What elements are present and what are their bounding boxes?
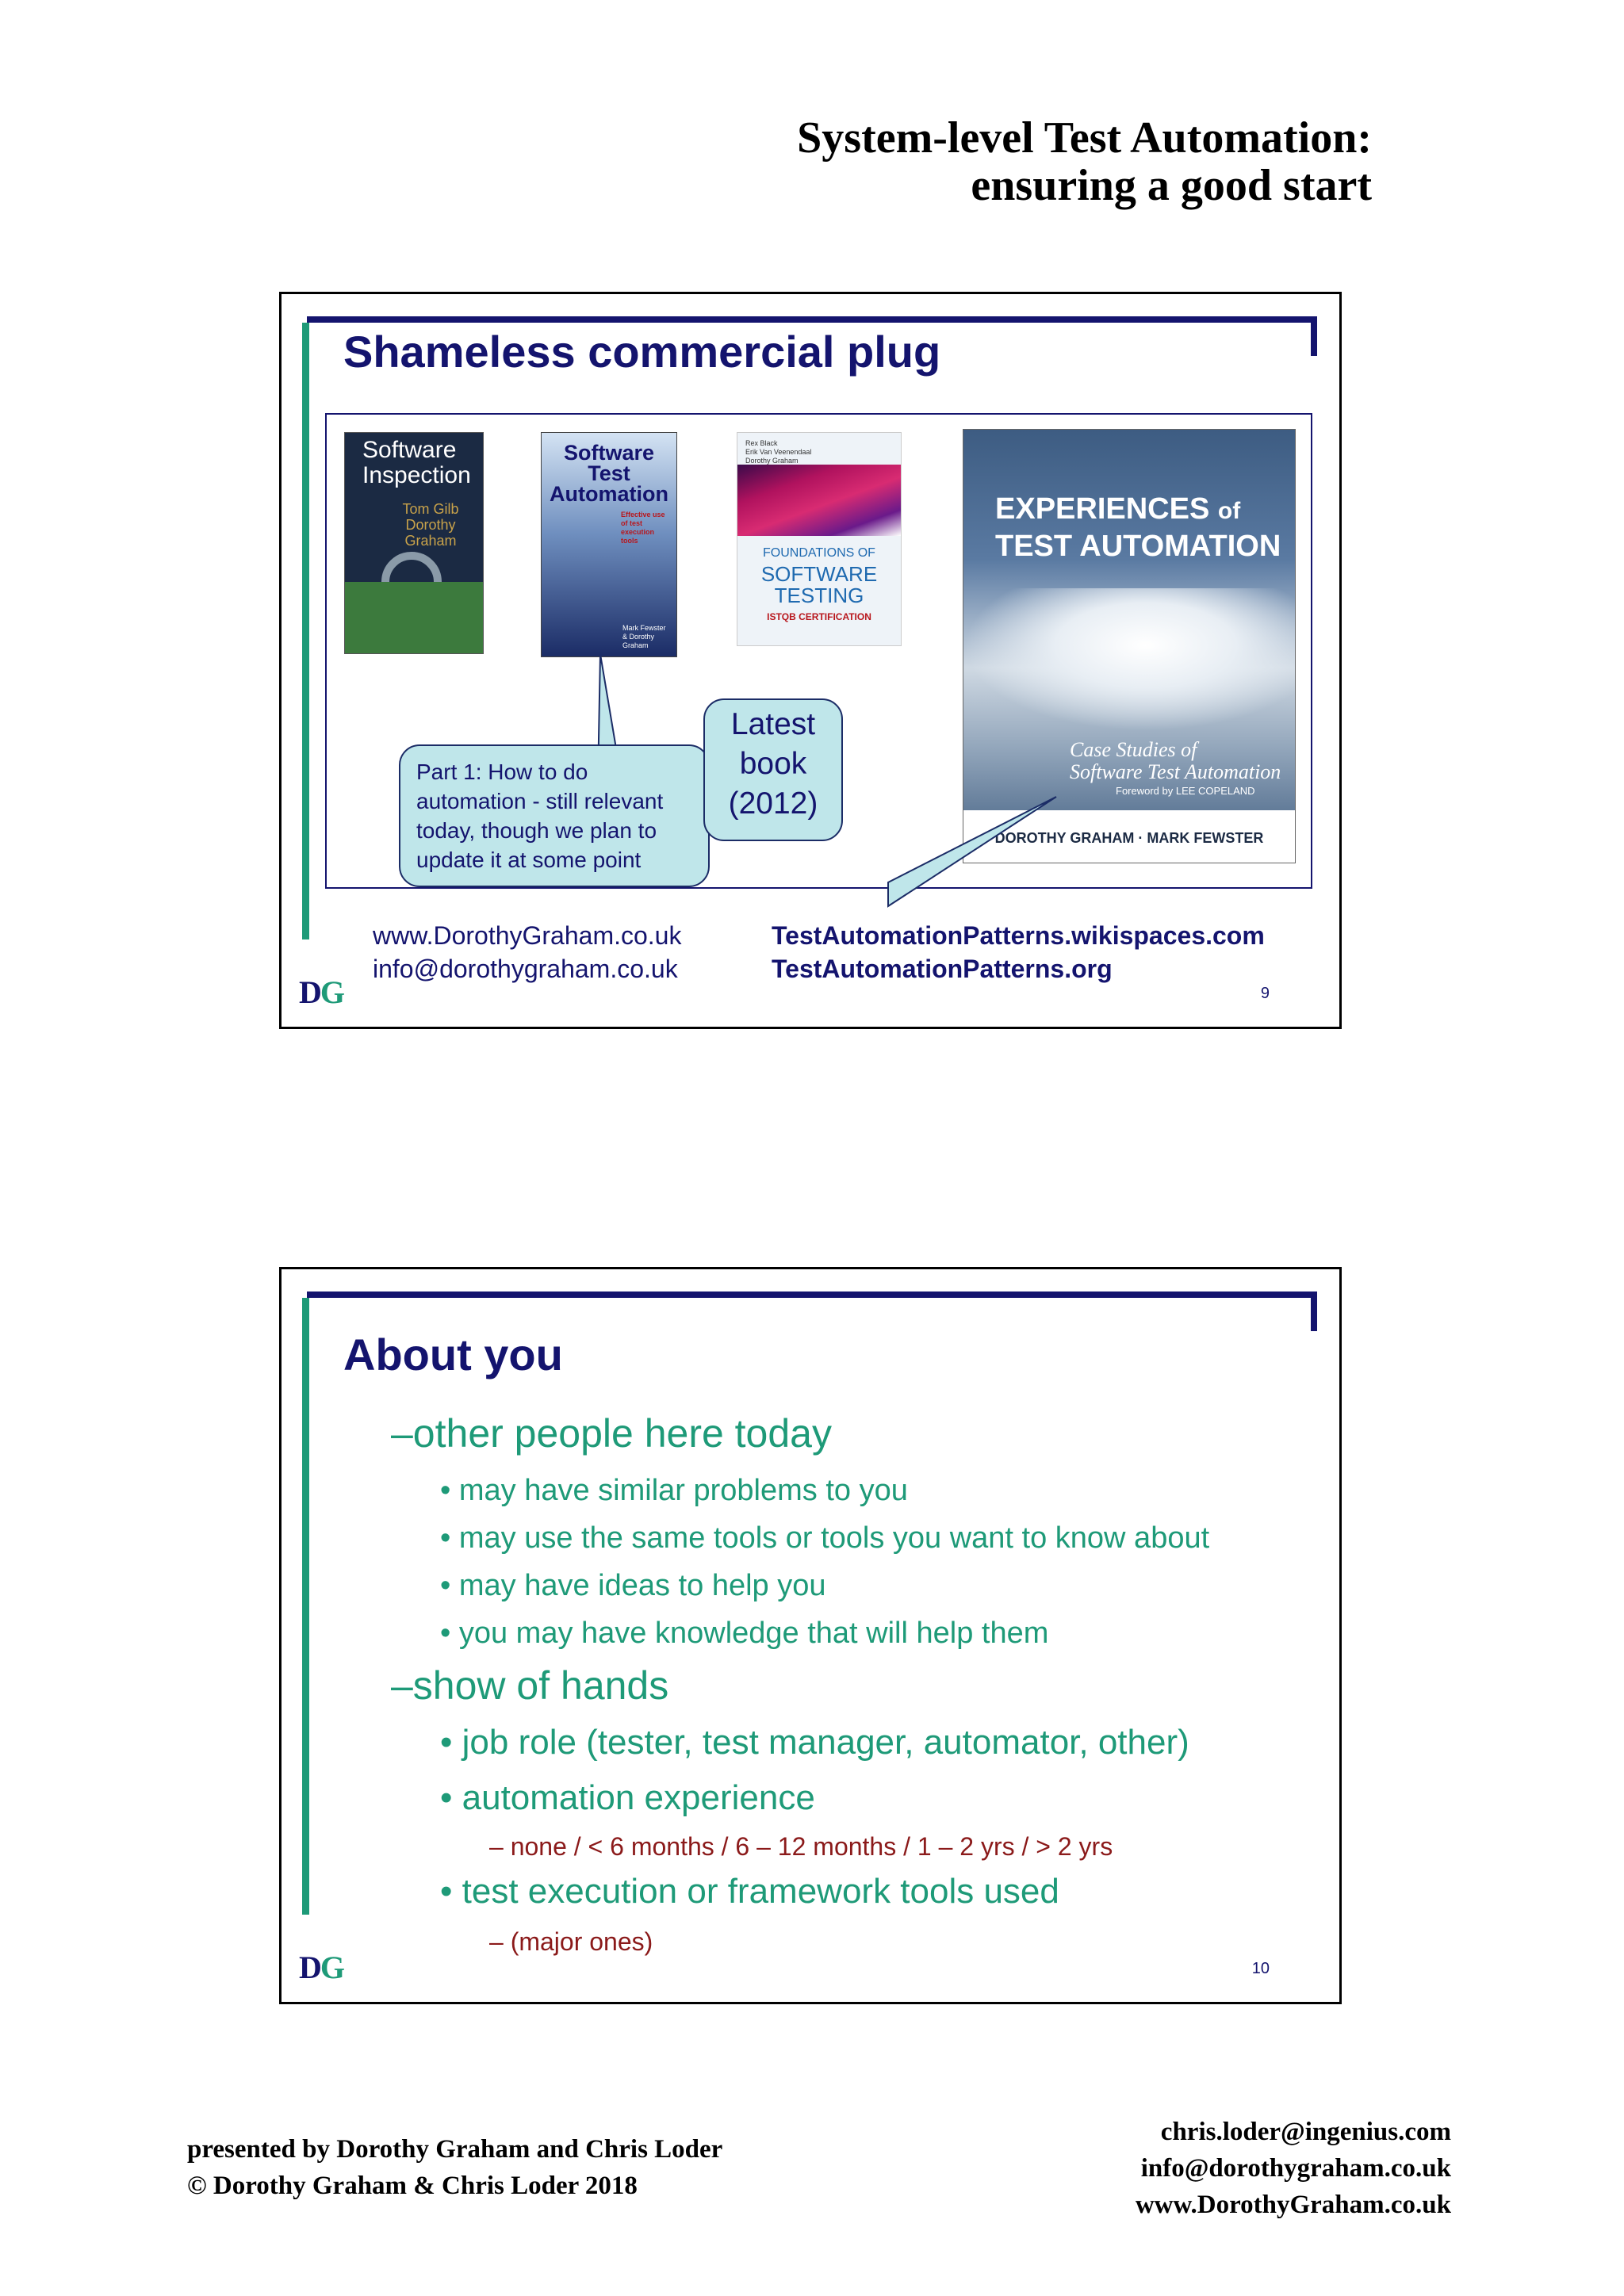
book4-foreword: Foreword by LEE COPELAND: [1116, 785, 1255, 797]
logo-d: D: [299, 1950, 320, 1985]
callout-part1-line3: today, though we plan to: [416, 818, 657, 843]
contact-left: [373, 919, 681, 985]
book2-title-line3: Automation: [550, 482, 668, 506]
book4-title-of: of: [1217, 498, 1241, 524]
book1-title-line1: Software: [362, 437, 457, 463]
book4-subtitle-line1: Case Studies of: [1070, 738, 1197, 761]
footer-left: [187, 2131, 722, 2204]
sub-bullet: • may have ideas to help you: [440, 1569, 826, 1602]
contact-email[interactable]: info@dorothygraham.co.uk: [373, 955, 678, 983]
footer-copyright: © Dorothy Graham & Chris Loder 2018: [187, 2172, 638, 2200]
header-title-line2: ensuring a good start: [971, 161, 1372, 210]
slide-top-bar: [307, 1292, 1317, 1298]
sub-bullet-job-role: • job role (tester, test manager, automator, other): [440, 1723, 1189, 1762]
slide-title: About you: [343, 1330, 563, 1380]
logo-d: D: [299, 974, 320, 1010]
slide-title: Shameless commercial plug: [343, 327, 941, 377]
tools-detail: – (major ones): [489, 1927, 653, 1956]
document-header: [797, 114, 1372, 209]
book2-subtitle: Effective use of test execution tools: [621, 511, 665, 545]
book3-title-line1: FOUNDATIONS OF: [763, 546, 875, 560]
slide-side-bar: [302, 323, 309, 939]
callout-latest-book: [703, 698, 843, 841]
footer-email-dorothy[interactable]: info@dorothygraham.co.uk: [1140, 2154, 1451, 2183]
sub-bullet: • may use the same tools or tools you want to know about: [440, 1521, 1210, 1555]
bullet-other-people: –other people here today: [391, 1411, 832, 1456]
logo-g: G: [320, 1950, 344, 1985]
callout-part1: [399, 744, 710, 887]
callout-right-tail: [888, 797, 1056, 906]
book2-title-line1: Software: [563, 441, 655, 465]
book2-authors: Mark Fewster & Dorothy Graham: [622, 624, 666, 649]
book3-title-line2: SOFTWARE: [760, 562, 878, 586]
sub-bullet-tools-used: • test execution or framework tools used: [440, 1872, 1059, 1911]
sub-bullet: • may have similar problems to you: [440, 1474, 908, 1507]
book2-title-line2: Test: [588, 461, 630, 485]
footer-website[interactable]: www.DorothyGraham.co.uk: [1135, 2191, 1451, 2219]
book4-subtitle-line2: Software Test Automation: [1070, 760, 1281, 783]
dg-logo: [299, 1949, 343, 1986]
sub-bullet: • you may have knowledge that will help them: [440, 1617, 1049, 1650]
book4-title-line1: EXPERIENCES: [995, 492, 1210, 526]
header-title-line1: System-level Test Automation:: [797, 113, 1372, 163]
footer-email-chris[interactable]: chris.loder@ingenius.com: [1160, 2118, 1451, 2146]
logo-g: G: [320, 974, 344, 1010]
book4-authors: DOROTHY GRAHAM · MARK FEWSTER: [994, 830, 1264, 846]
book1-title-line2: Inspection: [362, 462, 471, 488]
callout-latest-line3: (2012): [728, 786, 818, 821]
sub-bullet-automation-experience: • automation experience: [440, 1778, 815, 1817]
bullet-show-of-hands: –show of hands: [391, 1663, 669, 1708]
book1-author2: Dorothy Graham: [404, 517, 457, 549]
link-patterns-org[interactable]: TestAutomationPatterns.org: [772, 955, 1113, 983]
page-number: 10: [1251, 1960, 1270, 1977]
book3-author2: Erik Van Veenendaal: [745, 448, 812, 456]
slide-10: [279, 1267, 1342, 2004]
link-wikispaces[interactable]: TestAutomationPatterns.wikispaces.com: [772, 921, 1265, 950]
callout-part1-line4: update it at some point: [416, 848, 642, 872]
contact-right: [772, 919, 1265, 985]
book3-author3: Dorothy Graham: [745, 457, 799, 465]
footer-presenters: presented by Dorothy Graham and Chris Loder: [187, 2135, 723, 2164]
contact-website[interactable]: www.DorothyGraham.co.uk: [373, 921, 682, 950]
callout-part1-line1: Part 1: How to do: [416, 760, 588, 784]
callout-latest-line1: Latest: [730, 707, 816, 741]
experience-options: – none / < 6 months / 6 – 12 months / 1 – 2 yrs / > 2 yrs: [489, 1832, 1113, 1861]
slide-top-bar: [307, 316, 1317, 323]
book1-author1: Tom Gilb: [402, 501, 459, 517]
book3-title-line3: TESTING: [774, 584, 864, 607]
callout-latest-line2: book: [739, 747, 807, 781]
slide-side-bar: [302, 1298, 309, 1915]
footer-right: [1136, 2114, 1451, 2223]
book3-author1: Rex Black: [745, 439, 778, 447]
book4-title-line2: TEST AUTOMATION: [995, 530, 1281, 563]
slide-9: [279, 292, 1342, 1029]
dg-logo: [299, 974, 343, 1011]
callout-part1-line2: automation - still relevant: [416, 789, 664, 813]
slide-top-bar-end: [1311, 1292, 1317, 1331]
slide-top-bar-end: [1311, 316, 1317, 356]
book3-title-line4: ISTQB CERTIFICATION: [767, 611, 871, 622]
page-number: 9: [1260, 985, 1270, 1002]
